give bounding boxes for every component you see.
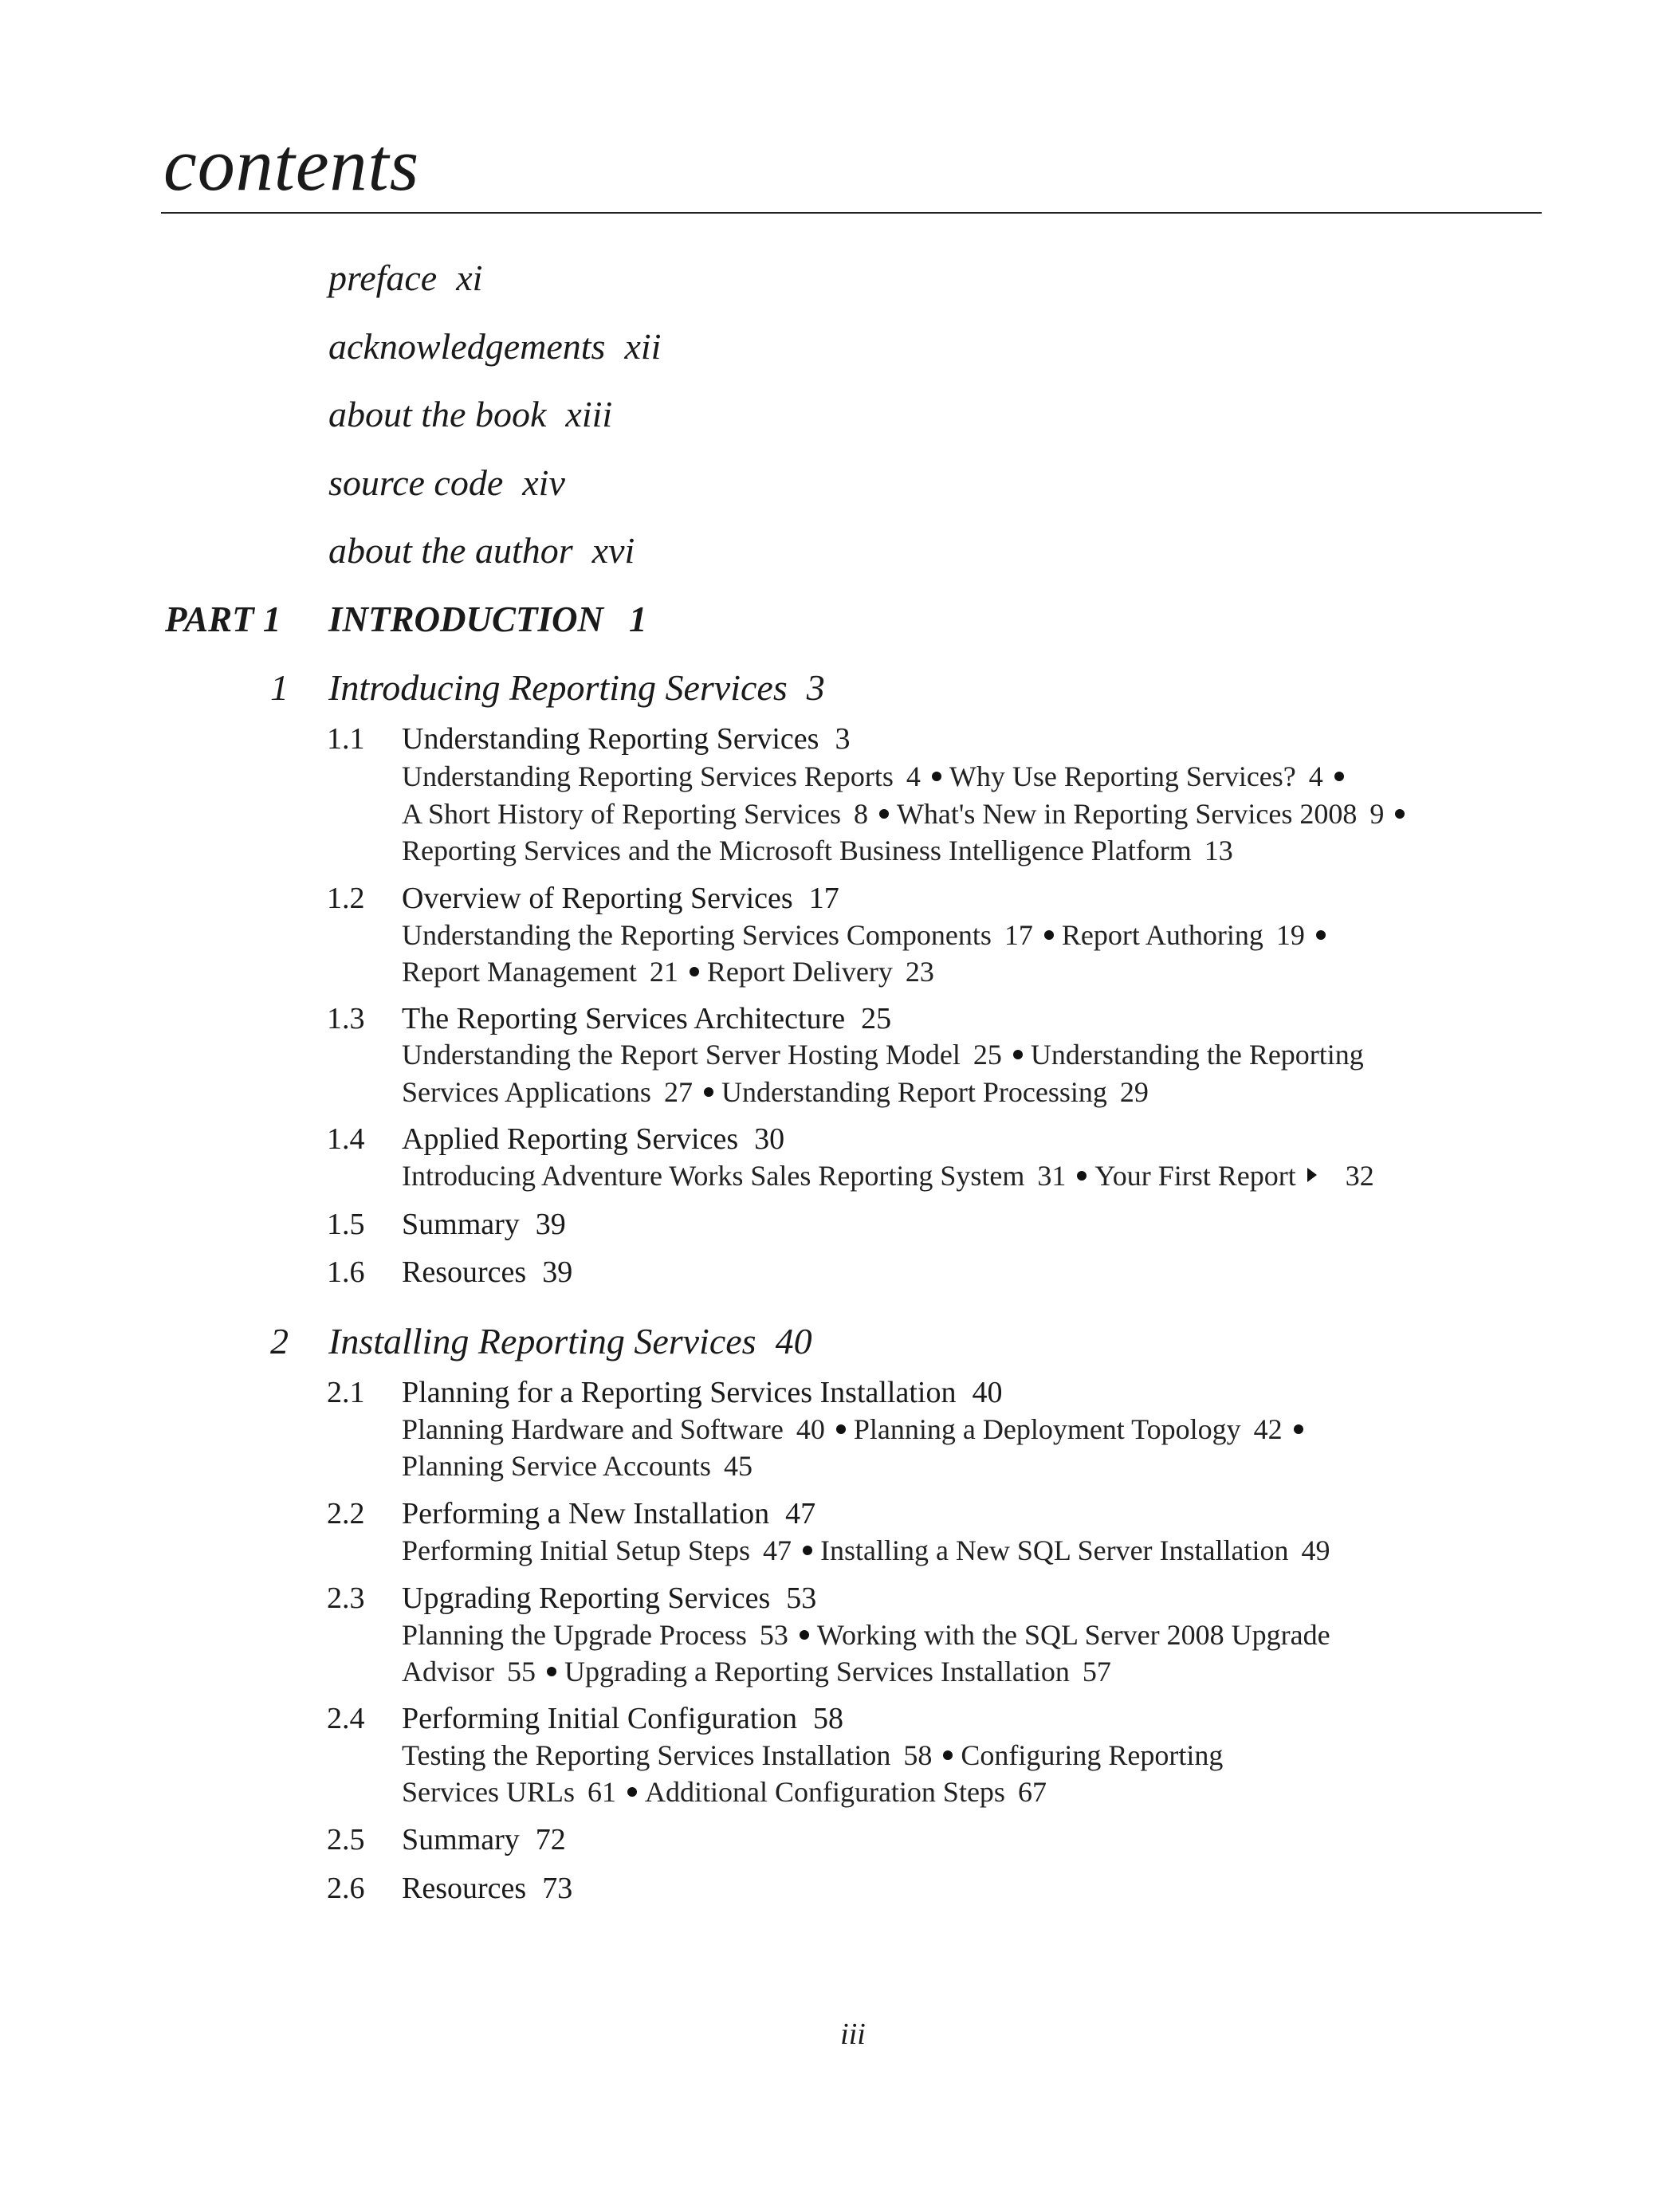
section-number: 2.3	[327, 1581, 365, 1615]
subsection-title[interactable]: Advisor	[402, 1656, 494, 1687]
section-page: 25	[861, 1002, 892, 1035]
toc-entry-about-the-book[interactable]	[328, 396, 612, 433]
section-number: 2.4	[327, 1702, 365, 1735]
chapter-title[interactable]	[328, 667, 825, 708]
subsection-page: 25	[973, 1039, 1002, 1071]
section-number: 2.5	[327, 1823, 365, 1856]
title-divider	[161, 212, 1542, 214]
chapter-title-text: Installing Reporting Services	[328, 1321, 756, 1361]
bullet-separator	[1334, 772, 1344, 781]
subsection-page: 4	[906, 760, 921, 792]
subsection-line	[402, 1657, 1111, 1686]
subsection-title[interactable]: Services URLs	[402, 1776, 575, 1808]
bullet-separator	[1044, 930, 1054, 940]
entry-title: preface	[328, 257, 438, 298]
section-title[interactable]	[402, 724, 850, 754]
toc-entry-preface[interactable]	[328, 257, 483, 298]
toc-entry-acknowledgements[interactable]	[328, 328, 661, 365]
bullet-separator	[1294, 1424, 1303, 1434]
entry-page: xiii	[565, 394, 613, 434]
subsection-title[interactable]: Planning a Deployment Topology	[853, 1413, 1241, 1445]
subsection-page: 47	[762, 1534, 792, 1566]
section-title[interactable]	[402, 1499, 815, 1529]
section-number: 1.2	[327, 882, 365, 915]
subsection-title[interactable]: Report Management	[402, 956, 637, 988]
section-number: 1.6	[327, 1255, 365, 1289]
subsection-page: 17	[1004, 919, 1033, 951]
subsection-title[interactable]: Configuring Reporting	[961, 1739, 1224, 1771]
bullet-separator	[1316, 930, 1326, 940]
subsection-title[interactable]: Why Use Reporting Services?	[949, 760, 1296, 792]
bullet-separator	[879, 809, 889, 819]
subsection-line	[402, 1452, 753, 1480]
bullet-separator	[704, 1087, 713, 1097]
chapter-number: 2	[270, 1321, 289, 1361]
subsection-title[interactable]: Upgrading a Reporting Services Installation	[564, 1656, 1070, 1687]
chapter-number: 1	[270, 667, 289, 708]
subsection-title[interactable]: Reporting Services and the Microsoft Business Intelligence Platform	[402, 835, 1192, 866]
part-title-text: INTRODUCTION	[328, 599, 604, 639]
section-page: 47	[785, 1497, 816, 1530]
section-number: 2.1	[327, 1376, 365, 1409]
subsection-line	[402, 1621, 1330, 1649]
section-page: 73	[542, 1872, 573, 1905]
bullet-separator	[1013, 1050, 1023, 1059]
section-title-text: Summary	[402, 1823, 520, 1856]
chapter-page: 40	[775, 1321, 812, 1361]
subsection-title[interactable]: Working with the SQL Server 2008 Upgrade	[816, 1619, 1330, 1651]
section-title[interactable]	[402, 1004, 891, 1034]
subsection-title[interactable]: Understanding the Report Server Hosting Model	[402, 1039, 961, 1071]
subsection-page: 23	[905, 956, 934, 988]
subsection-page: 42	[1253, 1413, 1283, 1445]
entry-title: acknowledgements	[328, 326, 606, 367]
subsection-title[interactable]: Testing the Reporting Services Installation	[402, 1739, 891, 1771]
section-title-text: Upgrading Reporting Services	[402, 1581, 771, 1615]
chapter-page: 3	[806, 667, 825, 708]
subsection-line	[402, 836, 1233, 865]
section-page: 3	[835, 722, 851, 756]
section-page: 40	[972, 1376, 1003, 1409]
section-page: 30	[754, 1122, 785, 1156]
subsection-page: 31	[1037, 1160, 1067, 1192]
chapter-title-text: Introducing Reporting Services	[328, 667, 788, 708]
subsection-line	[402, 1078, 1149, 1106]
subsection-page: 29	[1119, 1076, 1149, 1108]
subsection-title[interactable]: Services Applications	[402, 1076, 651, 1108]
bullet-separator	[800, 1630, 809, 1640]
subsection-title[interactable]: Understanding Report Processing	[721, 1076, 1107, 1108]
subsection-line	[402, 921, 1334, 949]
page-number: iii	[840, 2018, 866, 2051]
subsection-page: 55	[507, 1656, 536, 1687]
entry-title: source code	[328, 462, 504, 503]
subsection-title[interactable]: Report Delivery	[706, 956, 893, 988]
section-page: 39	[542, 1255, 573, 1289]
subsection-title[interactable]: Performing Initial Setup Steps	[402, 1534, 750, 1566]
entry-title: about the book	[328, 394, 547, 434]
section-number: 1.3	[327, 1002, 365, 1035]
bullet-separator	[627, 1787, 637, 1797]
section-title-text: The Reporting Services Architecture	[402, 1002, 846, 1035]
section-page: 72	[535, 1823, 566, 1856]
subsection-page: 58	[903, 1739, 933, 1771]
subsection-line	[402, 800, 1413, 828]
section-title[interactable]	[402, 1257, 572, 1287]
entry-page: xii	[624, 326, 662, 367]
subsection-page: 8	[853, 798, 868, 830]
bullet-separator	[803, 1546, 812, 1555]
subsection-line	[402, 1778, 1047, 1806]
bullet-separator	[1395, 809, 1405, 819]
bullet-separator	[836, 1424, 846, 1434]
entry-page: xvi	[591, 530, 635, 571]
subsection-line	[402, 1161, 1374, 1190]
subsection-page: 40	[796, 1413, 825, 1445]
section-title-text: Summary	[402, 1208, 520, 1241]
subsection-title[interactable]: Understanding the Reporting Services Components	[402, 919, 992, 951]
subsection-title[interactable]: Additional Configuration Steps	[644, 1776, 1005, 1808]
subsection-title[interactable]: Report Authoring	[1061, 919, 1263, 951]
section-title-text: Applied Reporting Services	[402, 1122, 739, 1156]
subsection-page: 57	[1082, 1656, 1111, 1687]
section-title-text: Overview of Reporting Services	[402, 882, 793, 915]
entry-page: xi	[456, 257, 483, 298]
part-page: 1	[629, 599, 647, 639]
part-title[interactable]	[328, 599, 647, 639]
section-title[interactable]	[402, 1703, 843, 1734]
section-number: 2.2	[327, 1497, 365, 1530]
subsection-title[interactable]: Understanding the Reporting	[1030, 1039, 1364, 1071]
bullet-separator	[690, 967, 699, 976]
section-title[interactable]	[402, 1209, 566, 1240]
section-title-text: Resources	[402, 1872, 527, 1905]
subsection-page: 32	[1345, 1160, 1374, 1192]
toc-entry-source-code[interactable]	[328, 462, 565, 503]
section-title-text: Resources	[402, 1255, 527, 1289]
entry-page: xiv	[522, 462, 565, 503]
subsection-line	[402, 1741, 1223, 1770]
subsection-title[interactable]: Installing a New SQL Server Installation	[819, 1534, 1289, 1566]
subsection-title[interactable]: Planning Service Accounts	[402, 1450, 711, 1482]
play-triangle-icon	[1307, 1168, 1317, 1182]
section-number: 1.4	[327, 1122, 365, 1156]
subsection-title[interactable]: Your First Report	[1094, 1160, 1296, 1192]
section-title[interactable]	[402, 883, 839, 913]
page-title: contents	[163, 124, 420, 206]
section-title-text: Planning for a Reporting Services Installation	[402, 1376, 957, 1409]
subsection-title[interactable]: A Short History of Reporting Services	[402, 798, 841, 830]
subsection-page: 4	[1308, 760, 1323, 792]
chapter-title[interactable]	[328, 1323, 812, 1360]
subsection-page: 61	[587, 1776, 616, 1808]
section-title-text: Performing a New Installation	[402, 1497, 770, 1530]
section-number: 1.1	[327, 722, 365, 756]
toc-entry-about-the-author[interactable]	[328, 532, 635, 569]
subsection-page: 67	[1017, 1776, 1047, 1808]
section-title[interactable]	[402, 1583, 816, 1613]
subsection-page: 49	[1301, 1534, 1330, 1566]
section-page: 53	[786, 1581, 817, 1615]
subsection-page: 9	[1369, 798, 1385, 830]
subsection-title[interactable]: Introducing Adventure Works Sales Reporting System	[402, 1160, 1025, 1192]
subsection-page: 53	[759, 1619, 788, 1651]
section-title[interactable]	[402, 1873, 572, 1904]
subsection-page: 21	[649, 956, 678, 988]
subsection-page: 27	[663, 1076, 693, 1108]
section-title-text: Understanding Reporting Services	[402, 722, 819, 756]
bullet-separator	[932, 772, 941, 781]
subsection-title[interactable]: What's New in Reporting Services 2008	[896, 798, 1358, 830]
subsection-page: 19	[1275, 919, 1305, 951]
part-label: PART 1	[165, 599, 281, 639]
section-title-text: Performing Initial Configuration	[402, 1702, 798, 1735]
section-number: 1.5	[327, 1208, 365, 1241]
subsection-title[interactable]: Planning Hardware and Software	[402, 1413, 784, 1445]
subsection-line	[402, 1040, 1364, 1069]
bullet-separator	[943, 1750, 953, 1760]
section-page: 17	[808, 882, 839, 915]
subsection-line	[402, 1536, 1330, 1565]
subsection-line	[402, 762, 1352, 791]
subsection-title[interactable]: Planning the Upgrade Process	[402, 1619, 747, 1651]
subsection-title[interactable]: Understanding Reporting Services Reports	[402, 760, 894, 792]
subsection-page: 13	[1204, 835, 1233, 866]
section-page: 39	[535, 1208, 566, 1241]
section-number: 2.6	[327, 1872, 365, 1905]
subsection-line	[402, 957, 934, 986]
section-title[interactable]	[402, 1825, 566, 1855]
section-page: 58	[813, 1702, 844, 1735]
bullet-separator	[1077, 1171, 1087, 1181]
subsection-line	[402, 1415, 1311, 1444]
section-title[interactable]	[402, 1377, 1002, 1408]
section-title[interactable]	[402, 1124, 784, 1154]
entry-title: about the author	[328, 530, 573, 571]
bullet-separator	[547, 1667, 556, 1676]
subsection-page: 45	[723, 1450, 753, 1482]
